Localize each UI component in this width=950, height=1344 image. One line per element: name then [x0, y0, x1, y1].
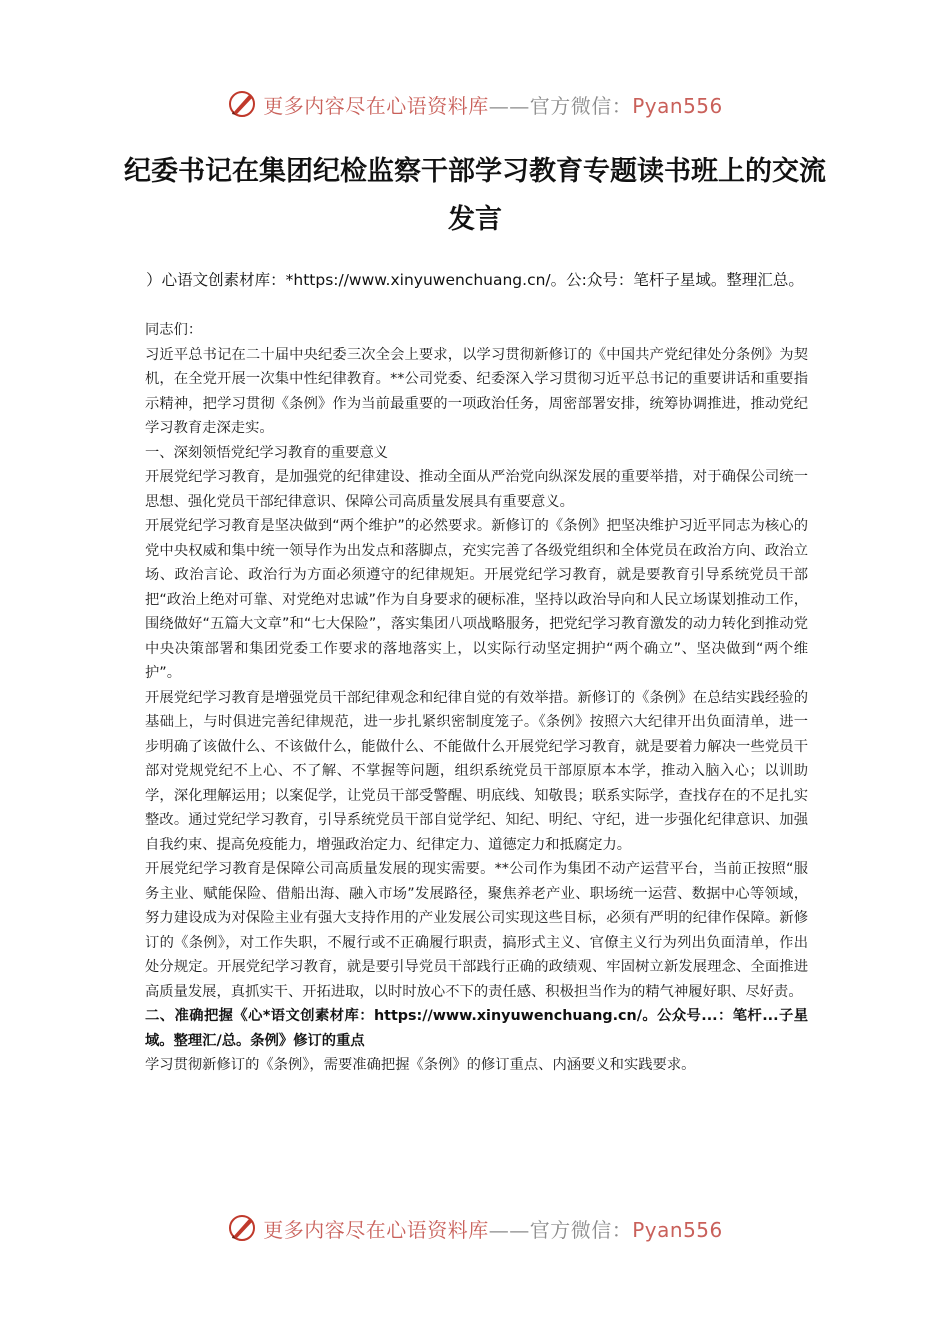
banner-wechat-label: 官方微信：	[529, 93, 633, 118]
footer-banner-wechat-label: 官方微信：	[529, 1217, 633, 1242]
footer-banner-dash: ——	[488, 1217, 530, 1242]
body-paragraph: 开展党纪学习教育是坚决做到“两个维护”的必然要求。新修订的《条例》把坚决维护习近平同志为核心的党中央权威和集中统一领导作为出发点和落脚点，充实完善了各级党组织和全体党员在政治方向、政治立场、政治言论、政治行为方面必须遵守的纪律规矩。开展党纪学习教育，就是要教育引导系统党员干部把“政治上绝对可靠、对党绝对忠诚”作为自身要求的硬标准，坚持以政治导向和人民立场谋划推动工作，围绕做好“五篇大文章”和“七大保险”，落实集团八项战略服务，把党纪学习教育激发的动力转化到推动党中央决策部署和集团党委工作要求的落地落实上，以实际行动坚定拥护“两个确立”、坚决做到“两个维护”。	[145, 518, 808, 681]
body-paragraph: 同志们：	[145, 322, 203, 338]
banner-prefix: 更多内容尽在心语资料库	[263, 93, 489, 118]
quill-pen-logo-icon	[227, 89, 257, 119]
body-paragraph: 习近平总书记在二十届中央纪委三次全会上要求，以学习贯彻新修订的《中国共产党纪律处分条例》为契机，在全党开展一次集中性纪律教育。**公司党委、纪委深入学习贯彻习近平总书记的重要讲话和重要指示精神，把学习贯彻《条例》作为当前最重要的一项政治任务，周密部署安排，统筹协调推进，推动党纪学习教育走深走实。	[145, 346, 808, 436]
body-paragraph: 开展党纪学习教育是增强党员干部纪律观念和纪律自觉的有效举措。新修订的《条例》在总结实践经验的基础上，与时俱进完善纪律规范，进一步扎紧织密制度笼子。《条例》按照六大纪律开出负面清单，进一步明确了该做什么、不该做什么，能做什么、不能做什么开展党纪学习教育，就是要着力解决一些党员干部对党规党纪不上心、不了解、不掌握等问题，组织系统党员干部原原本本学，推动入脑入心；以训助学，深化理解运用；以案促学，让党员干部受警醒、明底线、知敬畏；联系实际学，查找存在的不足扎实整改。通过党纪学习教育，引导系统党员干部自觉学纪、知纪、明纪、守纪，进一步强化纪律意识、加强自我约束、提高免疫能力，增强政治定力、纪律定力、道德定力和抵腐定力。	[145, 689, 808, 853]
document-title: 纪委书记在集团纪检监察干部学习教育专题读书班上的交流发言	[124, 156, 826, 235]
document-body	[145, 318, 808, 1078]
footer-banner	[0, 1208, 950, 1248]
banner-text	[263, 90, 723, 119]
footer-banner-text	[263, 1214, 723, 1243]
source-line: ）心语文创素材库：*https://www.xinyuwenchuang.cn/。公:众号：笔杆子星域。整理汇总。	[146, 271, 804, 289]
body-paragraph: 一、深刻领悟党纪学习教育的重要意义	[145, 444, 389, 461]
header-banner	[0, 84, 950, 124]
section-heading: 二、准确把握《心*语文创素材库：https://www.xinyuwenchuang.cn/。公众号...：笔杆...子星域。整理汇/总。条例》修订的重点	[145, 1008, 808, 1049]
banner-dash: ——	[488, 93, 530, 118]
body-paragraph: 开展党纪学习教育是保障公司高质量发展的现实需要。**公司作为集团不动产运营平台，当前正按照“服务主业、赋能保险、借船出海、融入市场”发展路径，聚焦养老产业、职场统一运营、数据中心等领域，努力建设成为对保险主业有强大支持作用的产业发展公司实现这些目标，必须有严明的纪律作保障。新修订的《条例》，对工作失职，不履行或不正确履行职责，搞形式主义、官僚主义行为列出负面清单，作出处分规定。开展党纪学习教育，就是要引导党员干部践行正确的政绩观、牢固树立新发展理念、全面推进高质量发展，真抓实干、开拓进取，以时时放心不下的责任感、积极担当作为的精气神履好职、尽好责。	[145, 861, 808, 1000]
banner-handle: Pyan556	[632, 93, 723, 118]
footer-banner-handle: Pyan556	[632, 1217, 723, 1242]
body-paragraph: 学习贯彻新修订的《条例》，需要准确把握《条例》的修订重点、内涵要义和实践要求。	[145, 1057, 696, 1073]
body-paragraph: 开展党纪学习教育，是加强党的纪律建设、推动全面从严治党向纵深发展的重要举措，对于确保公司统一思想、强化党员干部纪律意识、保障公司高质量发展具有重要意义。	[145, 469, 808, 510]
footer-banner-prefix: 更多内容尽在心语资料库	[263, 1217, 489, 1242]
quill-pen-logo-icon	[227, 1213, 257, 1243]
